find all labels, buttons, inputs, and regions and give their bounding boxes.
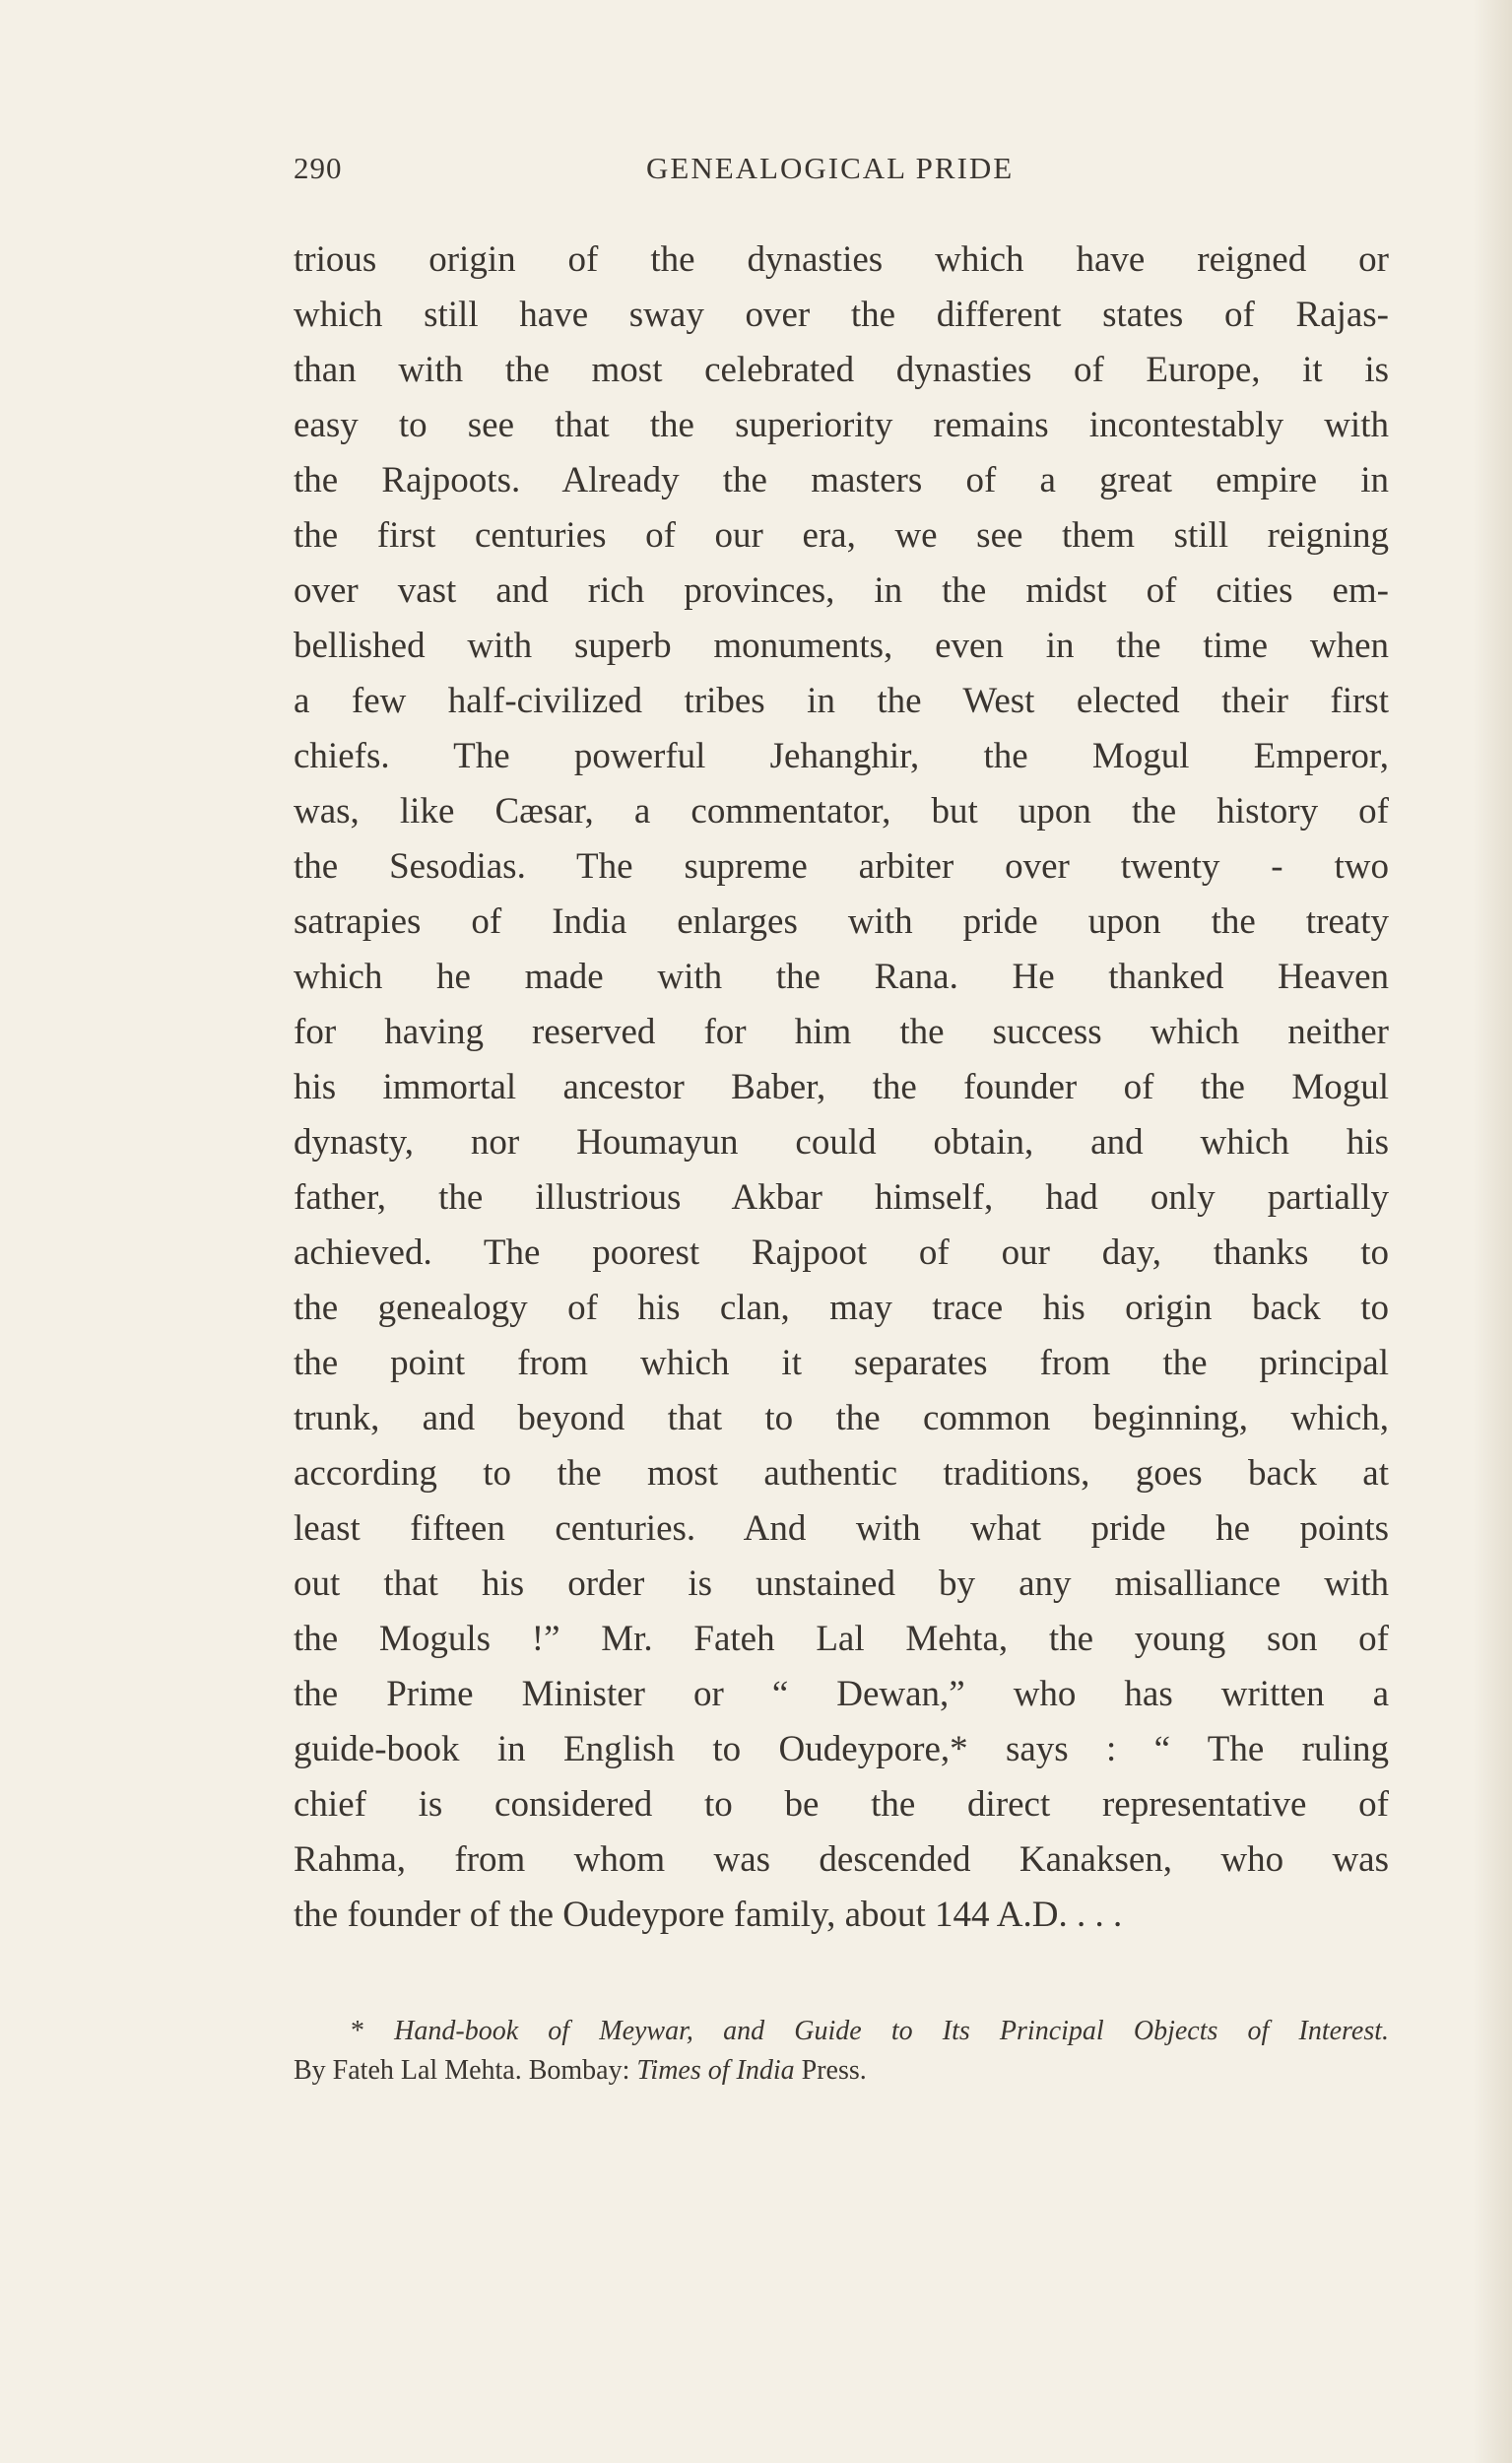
text-line: the point from which it separates from the principal	[294, 1343, 1389, 1383]
text-line: over vast and rich provinces, in the midst of cities em-	[294, 570, 1389, 611]
text-line: chiefs. The powerful Jehanghir, the Mogul Emperor,	[294, 736, 1389, 776]
footnote-line	[294, 2012, 1389, 2051]
text-line: the genealogy of his clan, may trace his origin back to	[294, 1288, 1389, 1328]
text-line: satrapies of India enlarges with pride upon the treaty	[294, 901, 1389, 942]
footnote	[294, 2012, 1389, 2091]
text-line: the Sesodias. The supreme arbiter over twenty - two	[294, 846, 1389, 887]
text-line: trious origin of the dynasties which have reigned or	[294, 239, 1389, 280]
text-line: bellished with superb monuments, even in the time when	[294, 626, 1389, 666]
text-line: which he made with the Rana. He thanked Heaven	[294, 957, 1389, 997]
text-line: the first centuries of our era, we see them still reigning	[294, 515, 1389, 556]
footnote-publisher-suffix: Press.	[794, 2055, 867, 2086]
running-head: GENEALOGICAL PRIDE	[646, 151, 1015, 185]
text-line: the Prime Minister or “ Dewan,” who has written a	[294, 1674, 1389, 1714]
text-line: out that his order is unstained by any misalliance with	[294, 1564, 1389, 1604]
text-line: his immortal ancestor Baber, the founder of the Mogul	[294, 1067, 1389, 1107]
text-line: achieved. The poorest Rajpoot of our day, thanks to	[294, 1232, 1389, 1273]
text-line: Rahma, from whom was descended Kanaksen, who was	[294, 1839, 1389, 1880]
text-line: least fifteen centuries. And with what pride he points	[294, 1508, 1389, 1549]
page-header	[294, 151, 1389, 190]
text-line: the Rajpoots. Already the masters of a great empire in	[294, 460, 1389, 500]
page-number: 290	[294, 151, 343, 185]
text-line: a few half-civilized tribes in the West elected their first	[294, 681, 1389, 721]
text-line: chief is considered to be the direct representative of	[294, 1784, 1389, 1825]
text-line: trunk, and beyond that to the common beginning, which,	[294, 1398, 1389, 1438]
text-line: the founder of the Oudeypore family, about 144 A.D. . . .	[294, 1895, 1123, 1935]
text-line: the Moguls !” Mr. Fateh Lal Mehta, the young son of	[294, 1619, 1389, 1659]
text-line: according to the most authentic traditions, goes back at	[294, 1453, 1389, 1494]
text-line: guide-book in English to Oudeypore,* says : “ The ruling	[294, 1729, 1389, 1769]
text-line: dynasty, nor Houmayun could obtain, and which his	[294, 1122, 1389, 1163]
text-line: for having reserved for him the success which neither	[294, 1012, 1389, 1052]
text-line: which still have sway over the different states of Rajas-	[294, 295, 1389, 335]
footnote-publisher-name: Times of India	[636, 2055, 795, 2086]
footnote-marker: *	[351, 2016, 364, 2046]
body-text	[294, 233, 1389, 1943]
footnote-author: By Fateh Lal Mehta. Bombay:	[294, 2055, 637, 2086]
footnote-line	[294, 2051, 1389, 2091]
text-line: was, like Cæsar, a commentator, but upon the history of	[294, 791, 1389, 832]
text-line: easy to see that the superiority remains incontestably with	[294, 405, 1389, 445]
footnote-book-title: Hand-book of Meywar, and Guide to Its Principal Objects of Interest.	[394, 2016, 1389, 2046]
text-line: father, the illustrious Akbar himself, had only partially	[294, 1177, 1389, 1218]
text-line: than with the most celebrated dynasties of Europe, it is	[294, 350, 1389, 390]
page-edge-shadow	[1473, 0, 1512, 2463]
